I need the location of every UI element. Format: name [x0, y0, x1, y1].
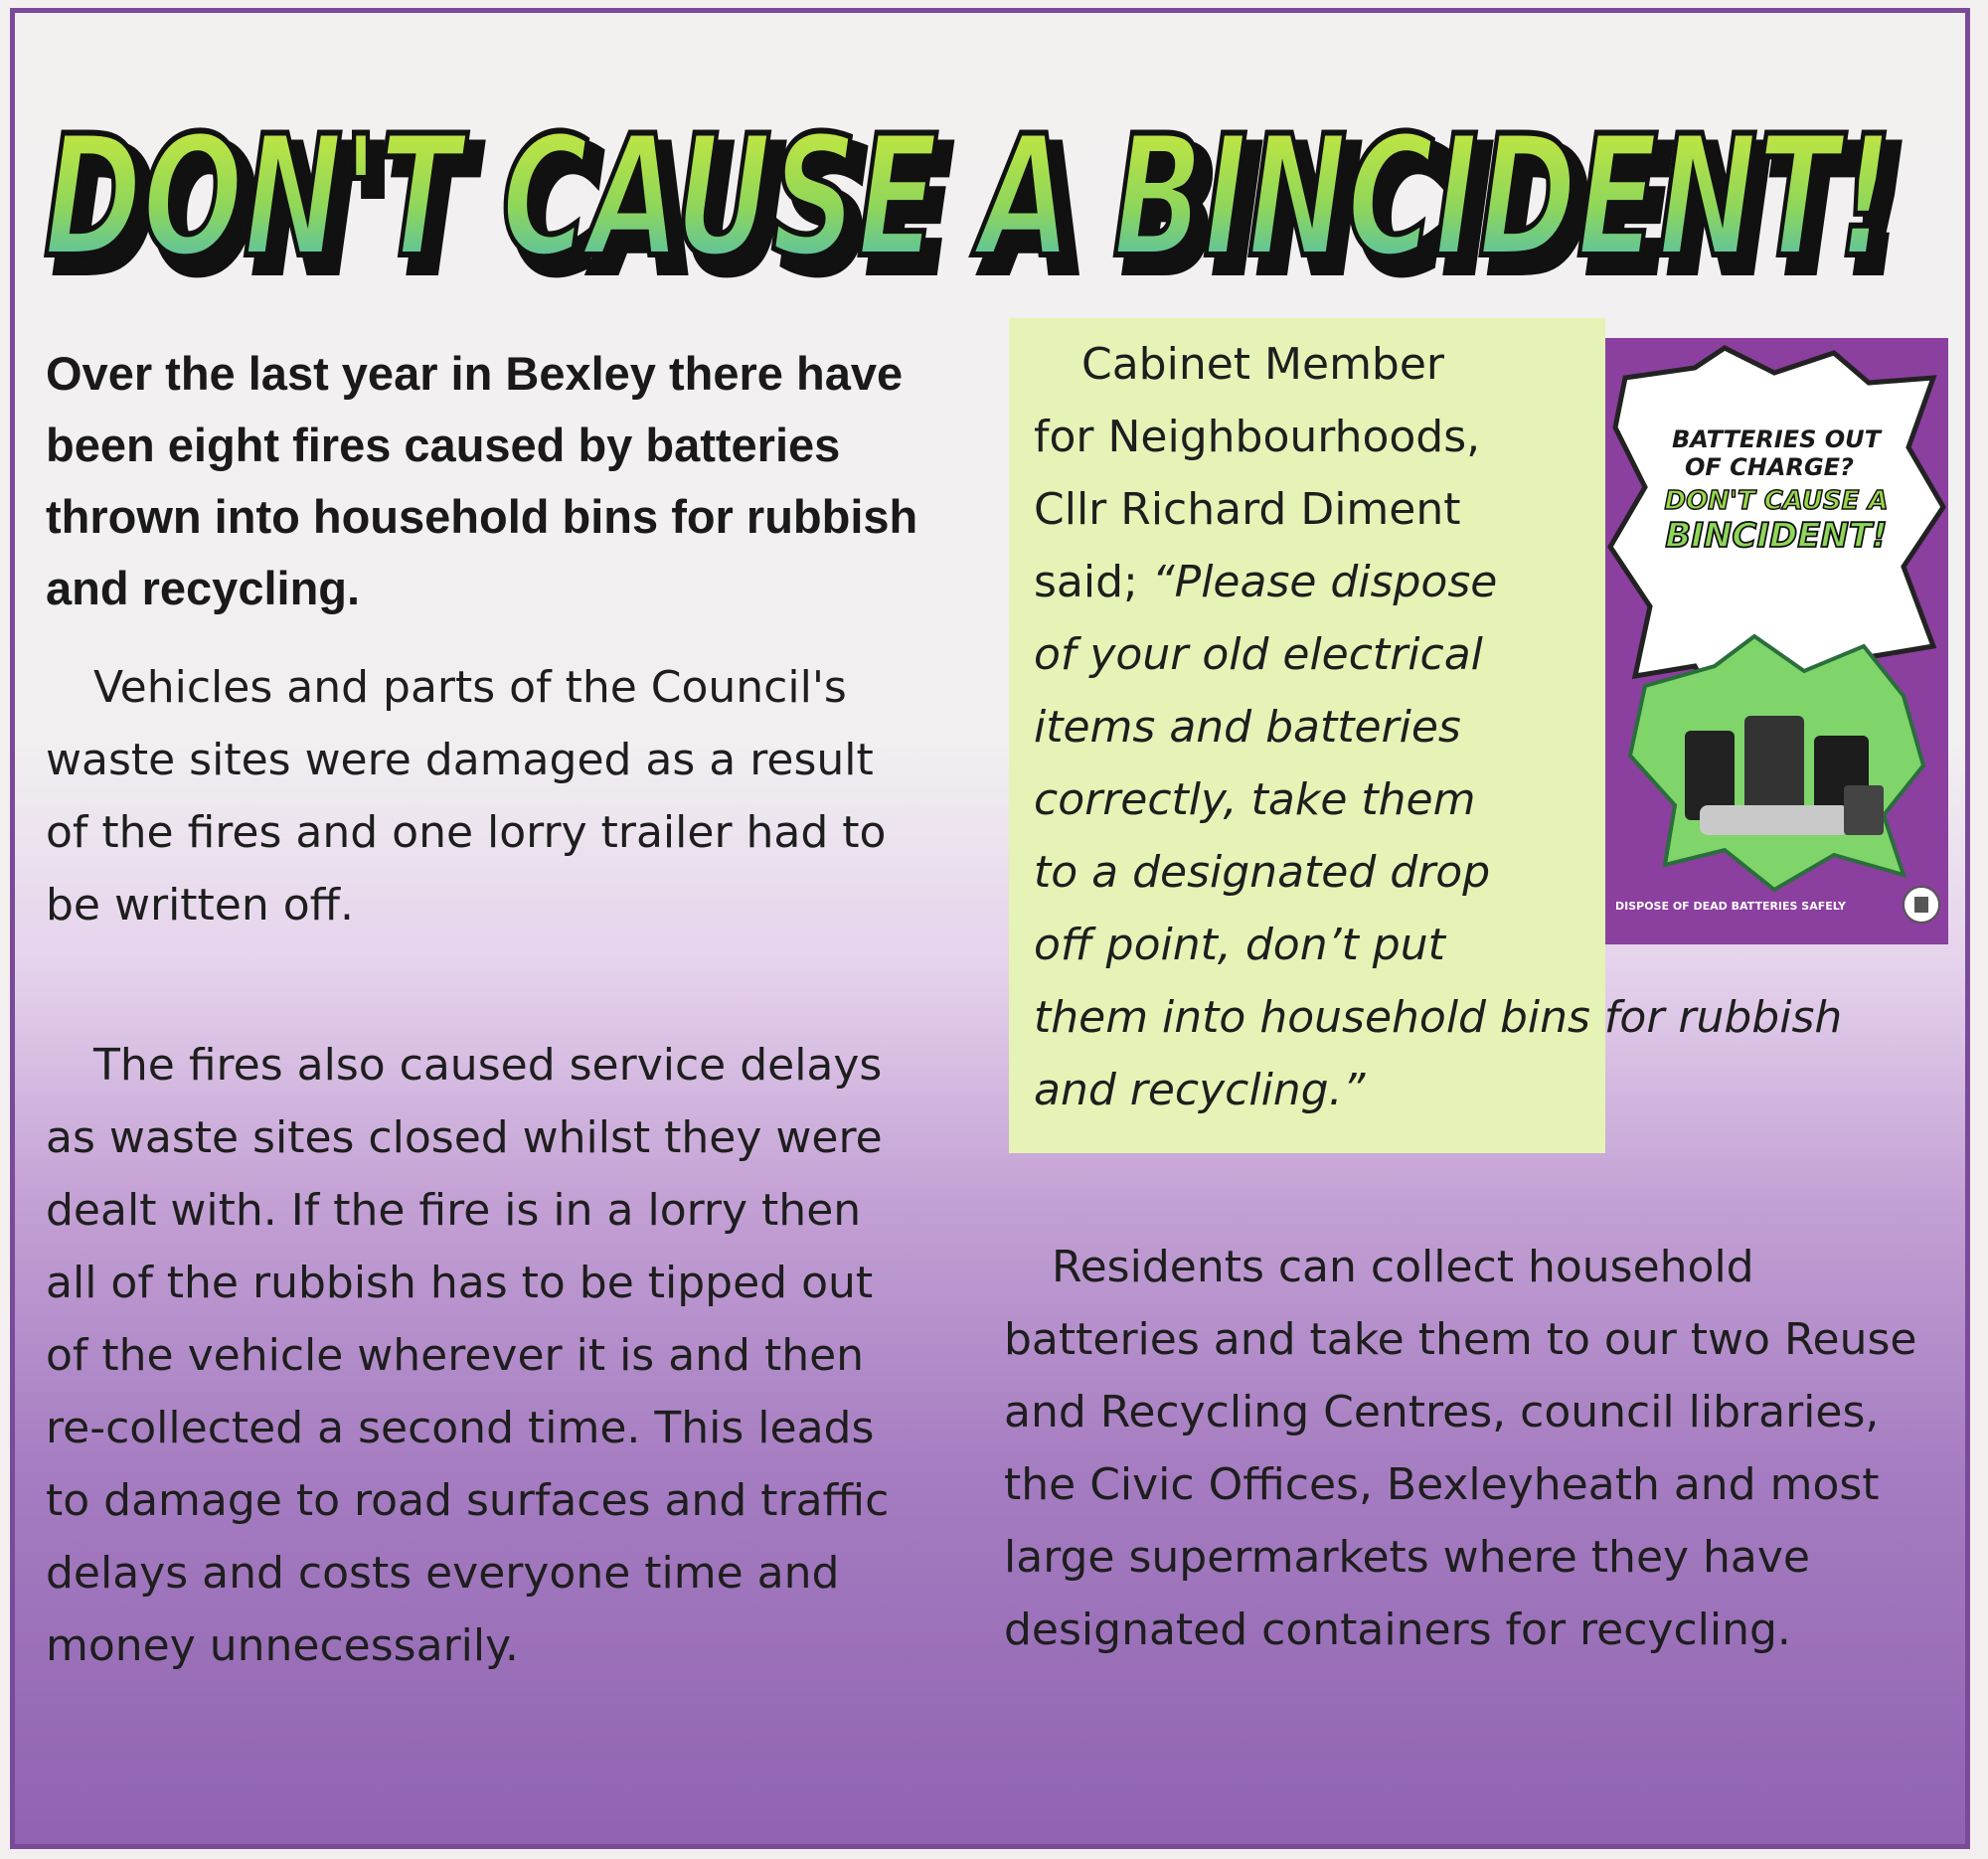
paragraph-service-delays: The fires also caused service delays as waste sites closed whilst they were dealt with. If the fire is in a lorry then all of the rubbish has to be tipped out of the vehicle wherever it is and then re-collected a second time. This leads to damage to road surfaces and traffic delays and costs everyone time and money unnecessarily.: [46, 1040, 890, 1671]
headline-text: DON'T CAUSE A BINCIDENT!: [44, 99, 1893, 294]
batteries-poster-image: [1605, 338, 1948, 944]
poster-line-3: DON'T CAUSE A: [1664, 486, 1889, 516]
headline-shadow: DON'T CAUSE A BINCIDENT!: [56, 113, 1905, 308]
lede-paragraph: Over the last year in Bexley there have been eight fires caused by batteries thrown into household bins for rubbish and recycling.: [46, 347, 918, 614]
paragraph-collection-points: Residents can collect household batteries and take them to our two Reuse and Recycling Centres, council libraries, the Civic Offices, Bexleyheath and most large supermarkets where they have designated containers for recycling.: [1004, 1242, 1917, 1655]
paragraph-vehicles: Vehicles and parts of the Council's waste sites were damaged as a result of the fires and one lorry trailer had to be written off.: [46, 662, 887, 930]
battery-graphic-5: [1844, 785, 1884, 835]
quote-body: “Please dispose of your old electrical items and batteries correctly, take them to a designated drop off point, don’t put them into household bins for rubbish and recycling.”: [1034, 557, 1843, 1115]
battery-graphic-4: [1700, 805, 1849, 835]
poster-footer: DISPOSE OF DEAD BATTERIES SAFELY: [1615, 900, 1847, 913]
poster-line-4: BINCIDENT!: [1665, 516, 1888, 556]
poster-line-1: BATTERIES OUT: [1672, 425, 1881, 453]
quote-intro: Cabinet Member for Neighbourhoods, Cllr Richard Diment said;: [1034, 339, 1481, 607]
headline-banner: [40, 60, 1948, 318]
poster-line-2: OF CHARGE?: [1685, 453, 1854, 481]
